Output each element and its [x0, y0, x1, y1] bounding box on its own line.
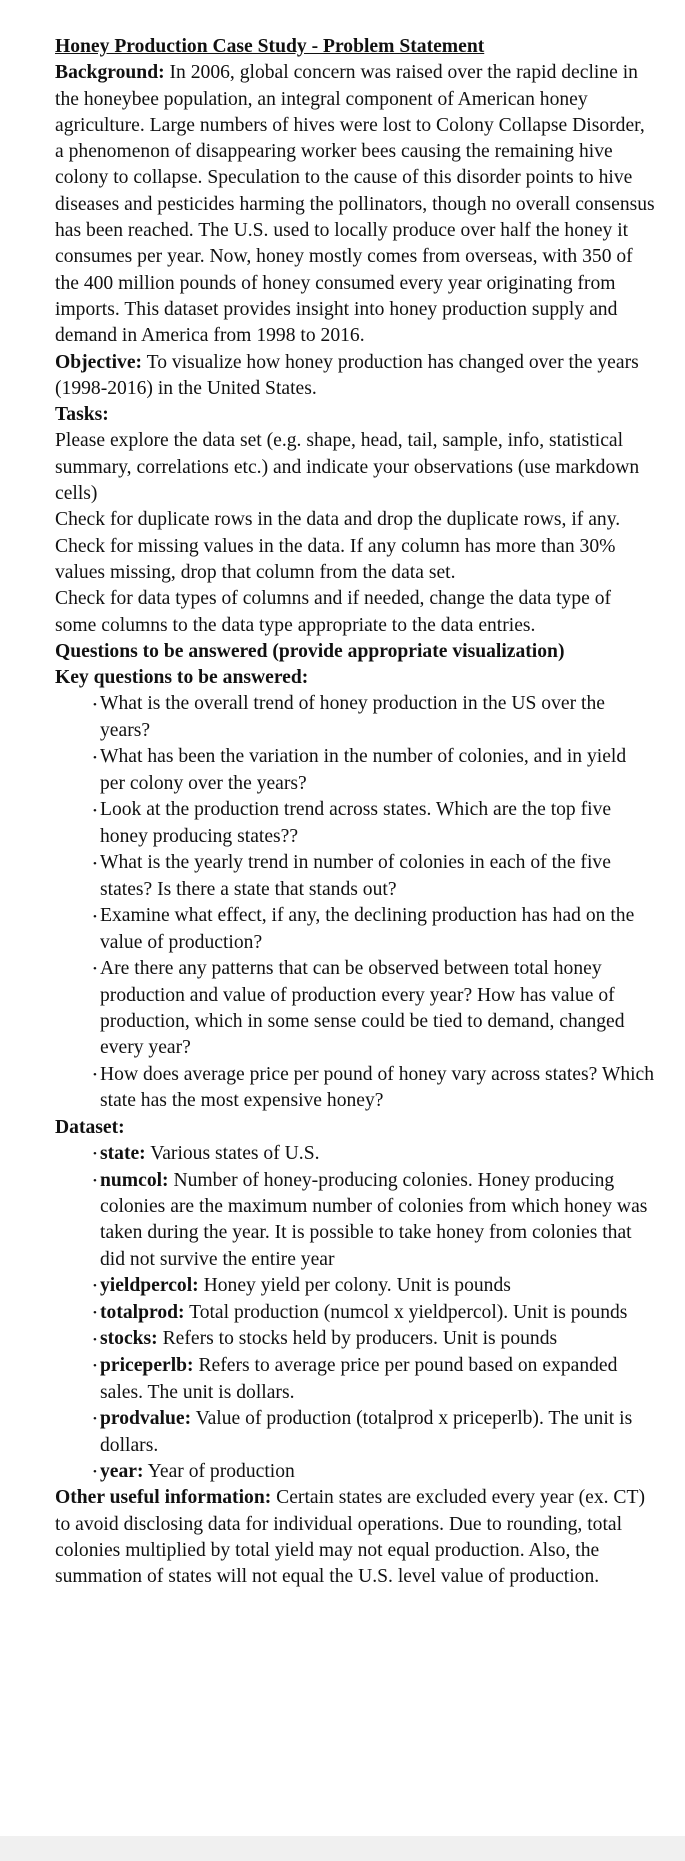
- question-text: Are there any patterns that can be observed between total honey production and value of production every year? How has value of production, which in some sense could be tied to demand, changed every year?: [100, 958, 625, 1059]
- list-item: [88, 956, 655, 1062]
- field-name: totalprod:: [100, 1301, 185, 1323]
- bullet: •: [93, 963, 97, 976]
- dataset-heading: [55, 1115, 655, 1141]
- task-item: Check for duplicate rows in the data and drop the duplicate rows, if any.: [55, 509, 621, 531]
- list-item: [88, 1353, 655, 1406]
- dataset-label: Dataset:: [55, 1116, 125, 1138]
- list-item: [88, 1459, 655, 1486]
- list-item: [88, 1406, 655, 1459]
- bullet: •: [93, 1068, 97, 1081]
- field-desc: Refers to average price per pound based on expanded sales. The unit is dollars.: [100, 1354, 618, 1403]
- task-item: Please explore the data set (e.g. shape, head, tail, sample, info, statistical summary, correlations etc.) and indicate your observations (use markdown cells): [55, 430, 640, 505]
- objective-text: To visualize how honey production has changed over the years (1998-2016) in the United States.: [55, 351, 639, 399]
- field-name: prodvalue:: [100, 1407, 192, 1429]
- field-name: year:: [100, 1460, 144, 1482]
- key-questions-list: [55, 691, 655, 1114]
- tasks-label: Tasks:: [55, 404, 109, 426]
- background-paragraph: [55, 60, 655, 349]
- list-item: [88, 1062, 655, 1115]
- field-desc: Value of production (totalprod x priceperlb). The unit is dollars.: [100, 1407, 633, 1456]
- question-text: How does average price per pound of honey vary across states? Which state has the most expensive honey?: [100, 1063, 655, 1112]
- key-questions-label: Key questions to be answered:: [55, 667, 309, 689]
- bullet: •: [93, 1360, 97, 1373]
- field-name: state:: [100, 1142, 146, 1164]
- bullet: •: [93, 1148, 97, 1161]
- list-item: [88, 797, 655, 850]
- question-text: What is the yearly trend in number of colonies in each of the five states? Is there a state that stands out?: [100, 852, 611, 900]
- field-desc: Various states of U.S.: [145, 1142, 320, 1164]
- field-desc: Refers to stocks held by producers. Unit is pounds: [157, 1328, 558, 1350]
- questions-heading-text: Questions to be answered (provide appropriate visualization): [55, 640, 565, 662]
- field-desc: Year of production: [143, 1460, 295, 1482]
- list-item: [88, 1168, 655, 1274]
- bullet: •: [93, 910, 97, 923]
- objective-paragraph: [55, 350, 655, 403]
- objective-label: Objective:: [55, 351, 143, 373]
- other-info-label: Other useful information:: [55, 1487, 272, 1509]
- task-item: Check for data types of columns and if needed, change the data type of some columns to the data type appropriate to the data entries.: [55, 588, 612, 636]
- field-desc: Total production (numcol x yieldpercol). Unit is pounds: [184, 1301, 628, 1323]
- bullet: •: [93, 1413, 97, 1426]
- question-text: What has been the variation in the number of colonies, and in yield per colony over the years?: [100, 746, 627, 794]
- field-desc: Number of honey-producing colonies. Honey producing colonies are the maximum number of colonies from which honey was taken during the year. It is possible to take honey from colonies that did not survive the entire year: [100, 1169, 648, 1270]
- list-item: [88, 1273, 655, 1300]
- field-desc: Honey yield per colony. Unit is pounds: [198, 1275, 511, 1297]
- bullet: •: [93, 804, 97, 817]
- list-item: [88, 1300, 655, 1327]
- background-text: In 2006, global concern was raised over the rapid decline in the honeybee population, an integral component of American honey agriculture. Large numbers of hives were lost to Colony Collapse Disorder, a phenomenon of disappearing worker bees causing the remaining hive colony to collapse. Speculation to the cause of this disorder points to hive diseases and pesticides harming the pollinators, though no overall consensus has been reached. The U.S. used to locally produce over half the honey it consumes per year. Now, honey mostly comes from overseas, with 350 of the 400 million pounds of honey consumed every year originating from imports. This dataset provides insight into honey production supply and demand in America from 1998 to 2016.: [55, 62, 655, 347]
- bullet: •: [93, 698, 97, 711]
- list-item: [88, 1141, 655, 1168]
- background-label: Background:: [55, 62, 165, 84]
- tasks-heading: [55, 402, 655, 428]
- questions-heading: [55, 639, 655, 665]
- field-name: yieldpercol:: [100, 1275, 199, 1297]
- bullet: •: [93, 1174, 97, 1187]
- key-questions-heading: [55, 665, 655, 691]
- list-item: [88, 744, 655, 797]
- list-item: [88, 1326, 655, 1353]
- bullet: •: [93, 857, 97, 870]
- field-name: stocks:: [100, 1328, 158, 1350]
- bullet: •: [93, 1280, 97, 1293]
- field-name: numcol:: [100, 1169, 169, 1191]
- task-item: Check for missing values in the data. If any column has more than 30% values missing, drop that column from the data set.: [55, 535, 616, 583]
- other-info-paragraph: [55, 1485, 655, 1590]
- list-item: [88, 691, 655, 744]
- document-body: [55, 34, 655, 1591]
- list-item: [88, 903, 655, 956]
- bottom-band: [0, 1836, 685, 1861]
- list-item: [88, 850, 655, 903]
- field-name: priceperlb:: [100, 1354, 194, 1376]
- bullet: •: [93, 1333, 97, 1346]
- page-title: Honey Production Case Study - Problem Statement: [55, 36, 485, 57]
- bullet: •: [93, 1307, 97, 1320]
- bullet: •: [93, 751, 97, 764]
- bullet: •: [93, 1466, 97, 1479]
- dataset-list: [55, 1141, 655, 1486]
- question-text: Examine what effect, if any, the declining production has had on the value of production?: [100, 905, 635, 953]
- question-text: Look at the production trend across states. Which are the top five honey producing states??: [100, 799, 612, 847]
- other-info-text: Certain states are excluded every year (ex. CT) to avoid disclosing data for individual operations. Due to rounding, total colonies multiplied by total yield may not equal production. Also, the summation of states will not equal the U.S. level value of production.: [55, 1487, 645, 1588]
- question-text: What is the overall trend of honey production in the US over the years?: [100, 693, 605, 742]
